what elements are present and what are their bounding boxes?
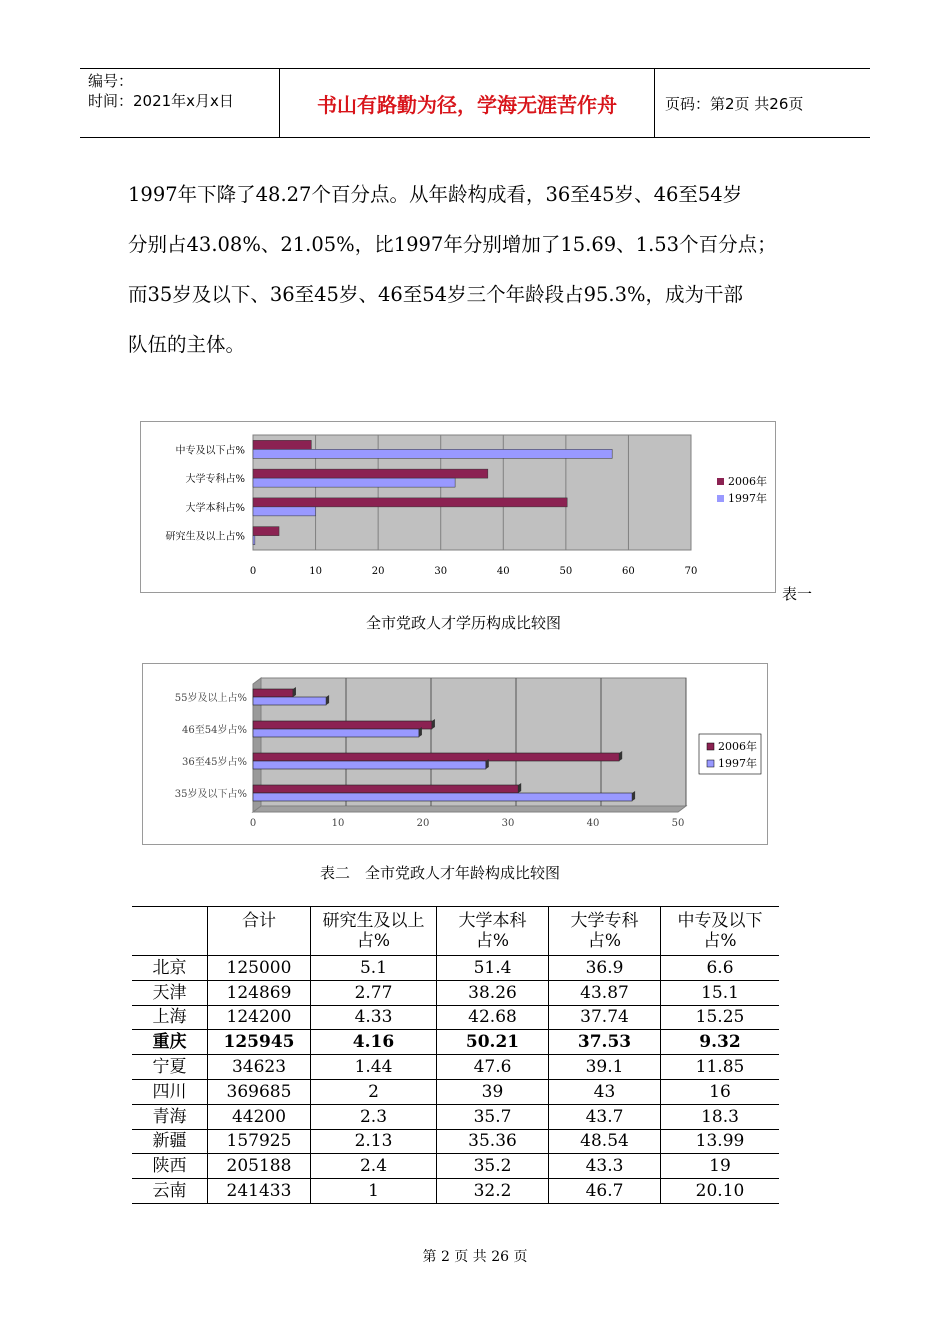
age-chart-svg bbox=[143, 664, 767, 844]
value-cell: 2.77 bbox=[311, 980, 437, 1005]
value-cell: 2.13 bbox=[311, 1129, 437, 1154]
value-cell: 124200 bbox=[208, 1005, 311, 1030]
bar-2006 bbox=[253, 753, 619, 761]
paragraph-line: 分别占43.08%、21.05%，比1997年分别增加了15.69、1.53个百分点； bbox=[128, 233, 777, 256]
legend-swatch bbox=[707, 743, 714, 750]
value-cell: 43 bbox=[549, 1079, 661, 1104]
value-cell: 18.3 bbox=[661, 1104, 780, 1129]
bar-1997 bbox=[253, 478, 455, 487]
bar-1997 bbox=[253, 793, 632, 801]
value-cell: 1.44 bbox=[311, 1055, 437, 1080]
bar-1997 bbox=[253, 507, 316, 516]
x-tick-label: 20 bbox=[371, 566, 385, 577]
paragraph-line: 队伍的主体。 bbox=[128, 333, 246, 356]
value-cell: 369685 bbox=[208, 1079, 311, 1104]
table-row bbox=[132, 956, 779, 981]
bar-2006 bbox=[253, 721, 432, 729]
bar-1997 bbox=[253, 729, 419, 737]
legend-label: 2006年 bbox=[718, 740, 757, 753]
value-cell: 37.74 bbox=[549, 1005, 661, 1030]
header-cell-bachelor: 大学本科 占% bbox=[437, 907, 549, 956]
header-page-info: 页码：第2页 共26页 bbox=[665, 94, 804, 113]
bar-2006 bbox=[253, 689, 293, 697]
value-cell: 51.4 bbox=[437, 956, 549, 981]
value-cell: 15.1 bbox=[661, 980, 780, 1005]
table-row bbox=[132, 1079, 779, 1104]
x-tick-label: 50 bbox=[559, 566, 573, 577]
x-tick-label: 60 bbox=[622, 566, 635, 577]
legend-label: 1997年 bbox=[728, 492, 767, 505]
category-label: 46至54岁占% bbox=[182, 725, 247, 736]
category-label: 36至45岁占% bbox=[182, 757, 247, 768]
time-label: 时间：2021年x月x日 bbox=[88, 92, 234, 110]
value-cell: 44200 bbox=[208, 1104, 311, 1129]
region-cell: 重庆 bbox=[132, 1030, 208, 1055]
value-cell: 157925 bbox=[208, 1129, 311, 1154]
x-tick-label: 40 bbox=[496, 566, 510, 577]
value-cell: 11.85 bbox=[661, 1055, 780, 1080]
value-cell: 39 bbox=[437, 1079, 549, 1104]
number-label: 编号： bbox=[88, 72, 134, 90]
value-cell: 43.7 bbox=[549, 1104, 661, 1129]
value-cell: 39.1 bbox=[549, 1055, 661, 1080]
chart1-side-label: 表一 bbox=[782, 585, 813, 603]
value-cell: 32.2 bbox=[437, 1179, 549, 1204]
table-row bbox=[132, 1055, 779, 1080]
table-header-row bbox=[132, 907, 779, 956]
header-meta bbox=[80, 69, 280, 137]
region-cell: 四川 bbox=[132, 1079, 208, 1104]
category-label: 55岁及以上占% bbox=[174, 693, 247, 704]
value-cell: 35.7 bbox=[437, 1104, 549, 1129]
category-label: 35岁及以下占% bbox=[174, 789, 247, 800]
value-cell: 124869 bbox=[208, 980, 311, 1005]
region-cell: 上海 bbox=[132, 1005, 208, 1030]
education-chart bbox=[140, 421, 776, 593]
x-tick-label: 0 bbox=[249, 818, 257, 829]
paragraph-line: 而35岁及以下、36至45岁、46至54岁三个年龄段占95.3%，成为干部 bbox=[128, 283, 744, 306]
value-cell: 50.21 bbox=[437, 1030, 549, 1055]
chart2-caption: 表二 全市党政人才年龄构成比较图 bbox=[320, 864, 561, 882]
value-cell: 46.7 bbox=[549, 1179, 661, 1204]
category-label: 中专及以下占% bbox=[175, 445, 245, 457]
table-row bbox=[132, 980, 779, 1005]
value-cell: 125945 bbox=[208, 1030, 311, 1055]
legend-swatch bbox=[707, 760, 714, 767]
data-table bbox=[132, 906, 779, 1204]
x-tick-label: 0 bbox=[249, 566, 257, 577]
value-cell: 241433 bbox=[208, 1179, 311, 1204]
paragraph-line: 1997年下降了48.27个百分点。从年龄构成看，36至45岁、46至54岁 bbox=[128, 183, 743, 206]
value-cell: 43.3 bbox=[549, 1154, 661, 1179]
value-cell: 15.25 bbox=[661, 1005, 780, 1030]
legend-swatch bbox=[717, 478, 724, 485]
header-cell-total: 合计 bbox=[208, 907, 311, 956]
page-header bbox=[80, 68, 870, 138]
value-cell: 35.2 bbox=[437, 1154, 549, 1179]
category-label: 研究生及以上占% bbox=[165, 531, 245, 543]
body-paragraph bbox=[128, 170, 828, 370]
bar-1997 bbox=[253, 697, 326, 705]
value-cell: 20.10 bbox=[661, 1179, 780, 1204]
header-cell-region bbox=[132, 907, 208, 956]
value-cell: 6.6 bbox=[661, 956, 780, 981]
region-cell: 云南 bbox=[132, 1179, 208, 1204]
x-tick-label: 10 bbox=[309, 566, 322, 577]
legend-label: 1997年 bbox=[718, 757, 757, 770]
value-cell: 34623 bbox=[208, 1055, 311, 1080]
value-cell: 47.6 bbox=[437, 1055, 549, 1080]
x-tick-label: 30 bbox=[501, 818, 515, 829]
value-cell: 2.4 bbox=[311, 1154, 437, 1179]
value-cell: 42.68 bbox=[437, 1005, 549, 1030]
bar-1997 bbox=[253, 761, 486, 769]
category-label: 大学专科占% bbox=[185, 474, 245, 486]
value-cell: 5.1 bbox=[311, 956, 437, 981]
value-cell: 38.26 bbox=[437, 980, 549, 1005]
value-cell: 43.87 bbox=[549, 980, 661, 1005]
legend-swatch bbox=[717, 495, 724, 502]
header-cell-college: 大学专科 占% bbox=[549, 907, 661, 956]
region-cell: 青海 bbox=[132, 1104, 208, 1129]
x-tick-label: 10 bbox=[331, 818, 345, 829]
bar-1997 bbox=[253, 536, 255, 545]
region-cell: 新疆 bbox=[132, 1129, 208, 1154]
value-cell: 36.9 bbox=[549, 956, 661, 981]
table-row bbox=[132, 1030, 779, 1055]
x-tick-label: 70 bbox=[684, 566, 698, 577]
region-cell: 陕西 bbox=[132, 1154, 208, 1179]
header-cell-secondary: 中专及以下 占% bbox=[661, 907, 780, 956]
x-tick-label: 50 bbox=[671, 818, 685, 829]
value-cell: 4.16 bbox=[311, 1030, 437, 1055]
bar-1997 bbox=[253, 449, 612, 458]
value-cell: 125000 bbox=[208, 956, 311, 981]
value-cell: 48.54 bbox=[549, 1129, 661, 1154]
x-tick-label: 20 bbox=[416, 818, 430, 829]
value-cell: 13.99 bbox=[661, 1129, 780, 1154]
chart1-caption: 全市党政人才学历构成比较图 bbox=[366, 614, 562, 632]
header-motto: 书山有路勤为径，学海无涯苦作舟 bbox=[280, 69, 655, 137]
region-cell: 宁夏 bbox=[132, 1055, 208, 1080]
value-cell: 16 bbox=[661, 1079, 780, 1104]
bar-2006 bbox=[253, 785, 518, 793]
category-label: 大学本科占% bbox=[185, 502, 245, 514]
legend-label: 2006年 bbox=[728, 475, 767, 488]
header-cell-graduate: 研究生及以上 占% bbox=[311, 907, 437, 956]
value-cell: 4.33 bbox=[311, 1005, 437, 1030]
region-cell: 天津 bbox=[132, 980, 208, 1005]
education-chart-svg bbox=[141, 422, 775, 592]
value-cell: 1 bbox=[311, 1179, 437, 1204]
table-row bbox=[132, 1129, 779, 1154]
value-cell: 205188 bbox=[208, 1154, 311, 1179]
plot-floor bbox=[253, 806, 686, 812]
table-row bbox=[132, 1154, 779, 1179]
value-cell: 37.53 bbox=[549, 1030, 661, 1055]
table-row bbox=[132, 1104, 779, 1129]
value-cell: 35.36 bbox=[437, 1129, 549, 1154]
age-chart bbox=[142, 663, 768, 845]
x-tick-label: 40 bbox=[586, 818, 600, 829]
table-row bbox=[132, 1005, 779, 1030]
value-cell: 2 bbox=[311, 1079, 437, 1104]
bar-2006 bbox=[253, 469, 488, 478]
x-tick-label: 30 bbox=[434, 566, 448, 577]
value-cell: 9.32 bbox=[661, 1030, 780, 1055]
region-cell: 北京 bbox=[132, 956, 208, 981]
page-footer: 第 2 页 共 26 页 bbox=[422, 1249, 528, 1265]
value-cell: 2.3 bbox=[311, 1104, 437, 1129]
bar-2006 bbox=[253, 527, 279, 536]
value-cell: 19 bbox=[661, 1154, 780, 1179]
bar-2006 bbox=[253, 440, 311, 449]
bar-2006 bbox=[253, 498, 567, 507]
table-row bbox=[132, 1179, 779, 1204]
